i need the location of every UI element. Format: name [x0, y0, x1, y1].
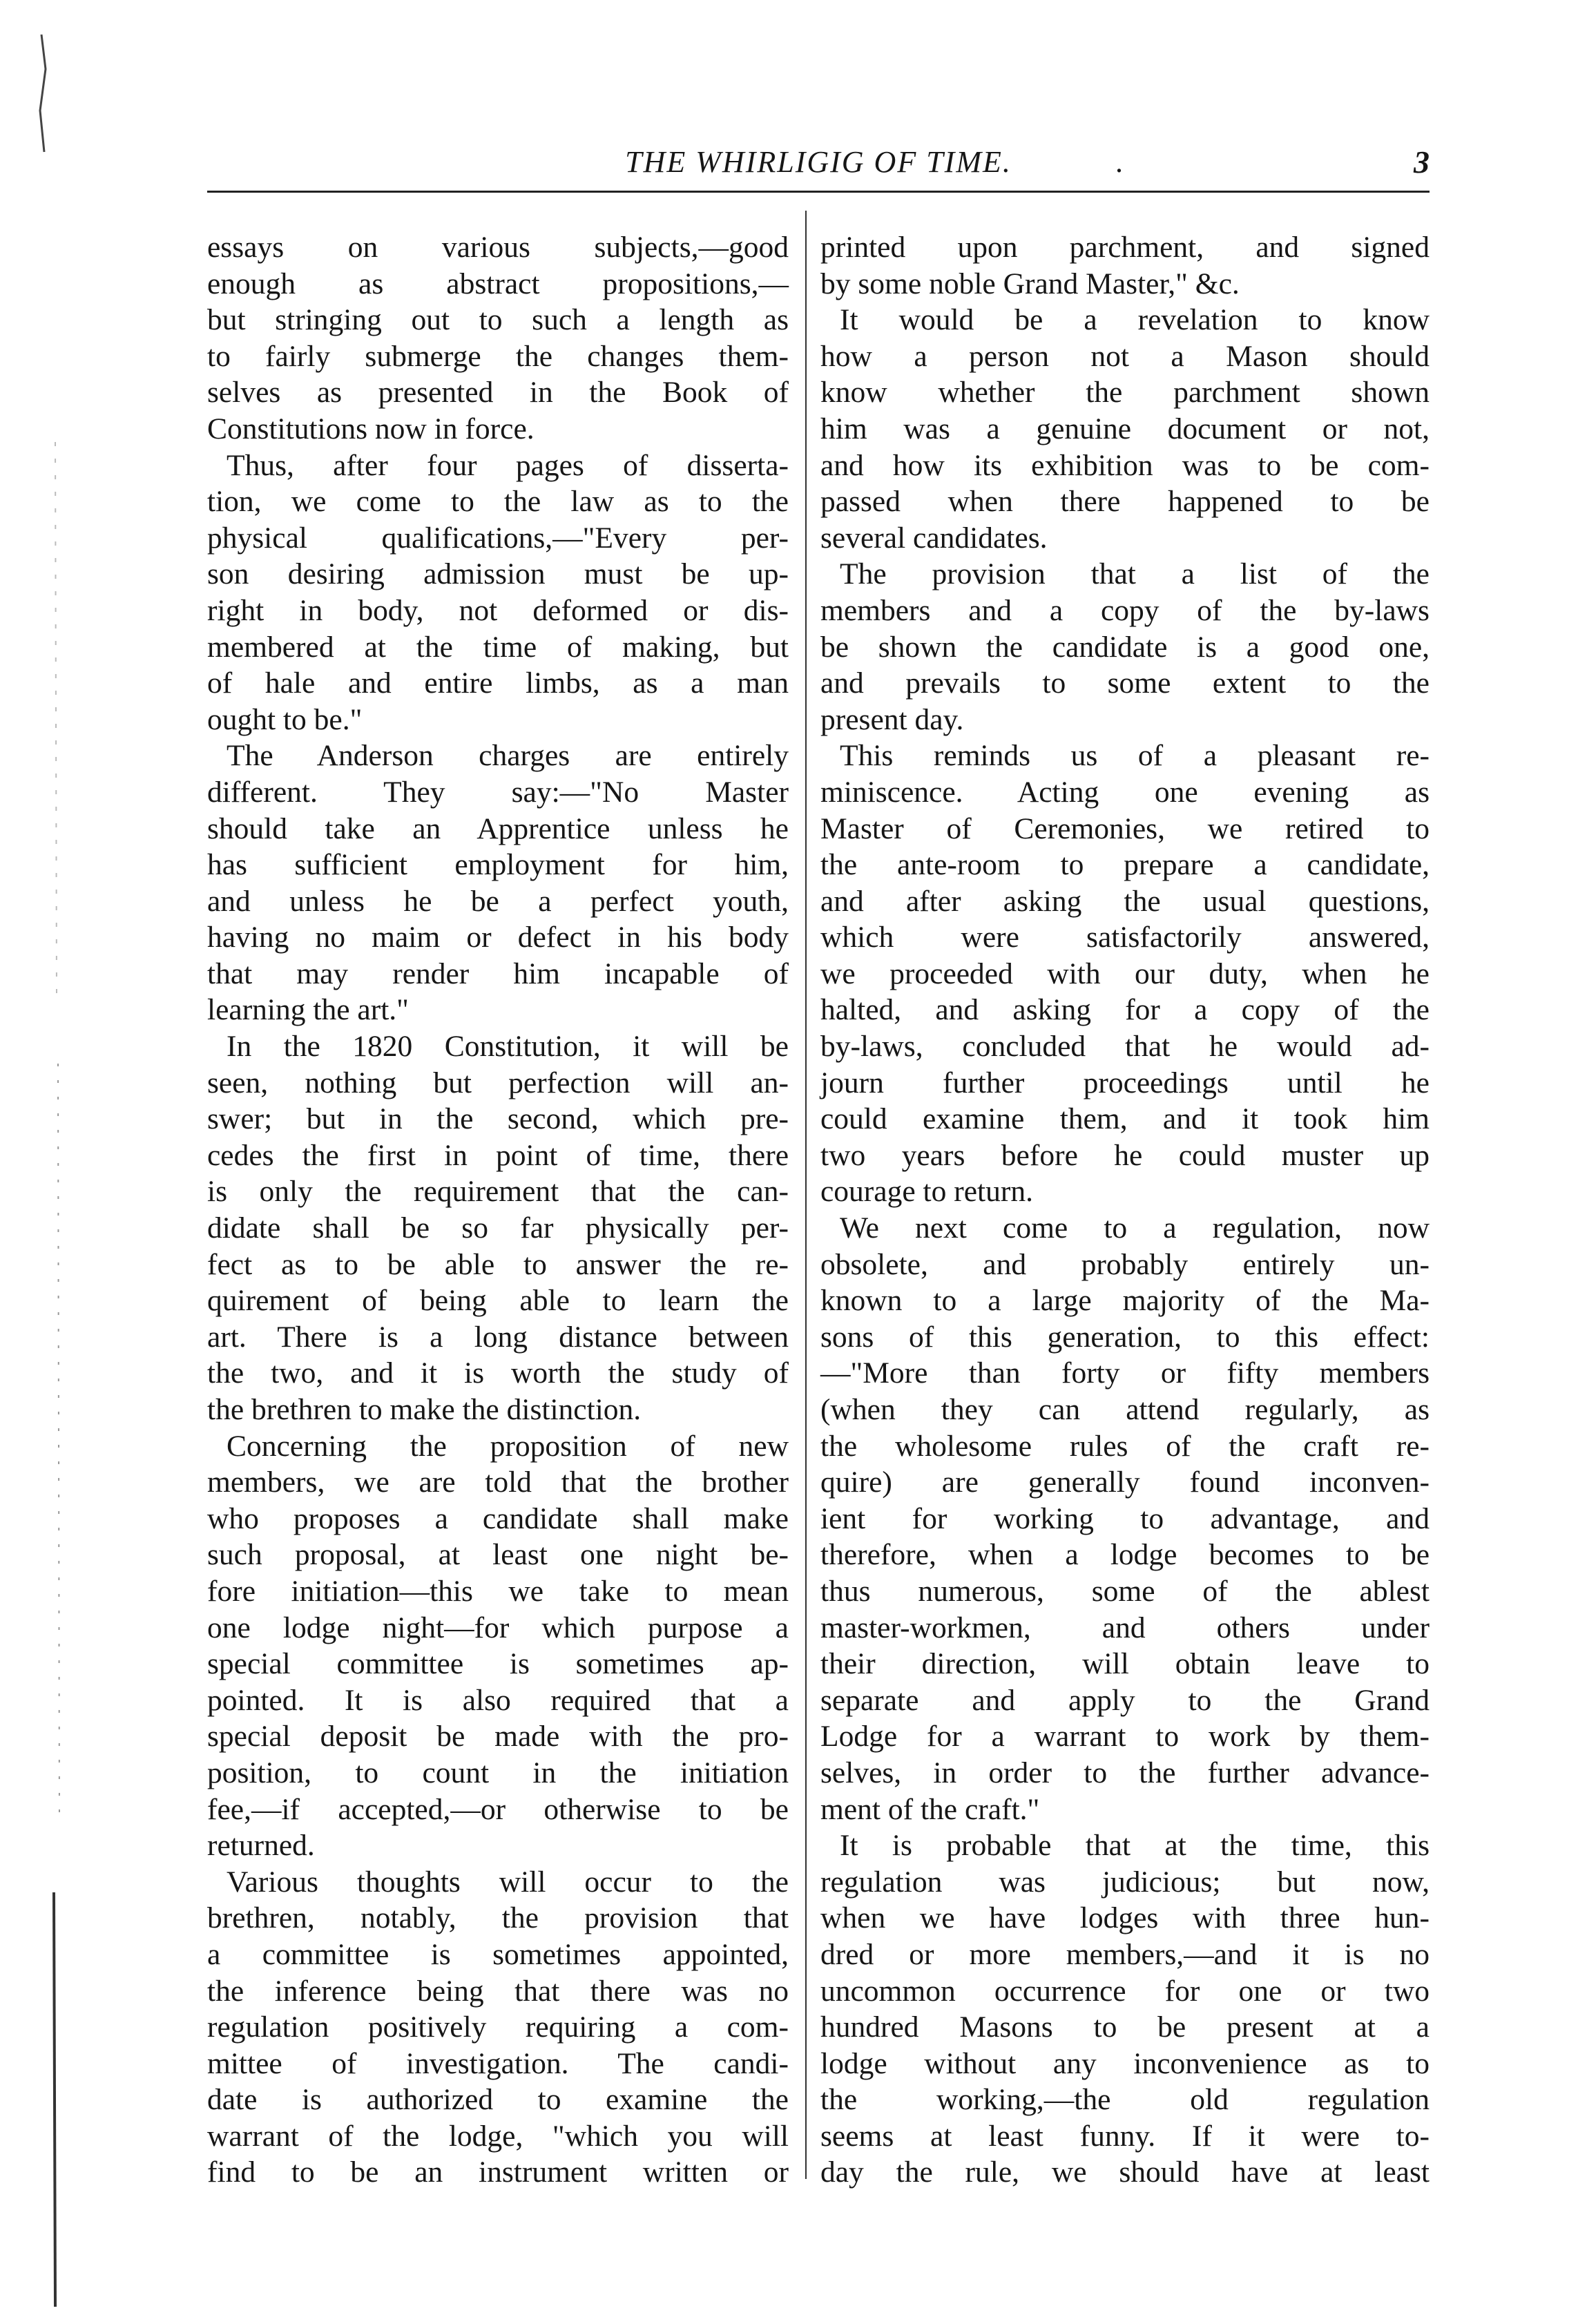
text-line: didate shall be so far physically per- — [207, 1211, 789, 1245]
text-line: Constitutions now in force. — [207, 412, 535, 445]
text-line: one lodge night—for which purpose a — [207, 1611, 789, 1644]
text-line: the ante-room to prepare a candidate, — [820, 848, 1430, 882]
text-line: passed when there happened to be — [820, 485, 1430, 519]
text-line: that may render him incapable of — [207, 957, 789, 990]
text-line: special committee is sometimes ap- — [207, 1647, 789, 1681]
text-line: master-workmen, and others under — [820, 1611, 1430, 1644]
text-line: and unless he be a perfect youth, — [207, 884, 789, 918]
text-line: members and a copy of the by-laws — [820, 593, 1430, 627]
text-line: a committee is sometimes appointed, — [207, 1937, 789, 1971]
text-line: fect as to be able to answer the re- — [207, 1247, 789, 1281]
text-line: we proceeded with our duty, when he — [820, 957, 1430, 990]
text-line: brethren, notably, the provision that — [207, 1901, 789, 1935]
text-line: selves, in order to the further advance- — [820, 1756, 1430, 1789]
text-line: dred or more members,—and it is no — [820, 1937, 1430, 1971]
text-line: returned. — [207, 1829, 315, 1863]
text-line: therefore, when a lodge becomes to be — [820, 1538, 1430, 1572]
text-line: warrant of the lodge, "which you will — [207, 2119, 789, 2153]
text-line: In the 1820 Constitution, it will be — [227, 1030, 789, 1064]
text-line: fore initiation—this we take to mean — [207, 1574, 789, 1608]
text-line: (when they can attend regularly, as — [820, 1393, 1430, 1426]
text-line: separate and apply to the Grand — [820, 1683, 1430, 1717]
text-line: right in body, not deformed or dis- — [207, 593, 789, 627]
text-line: how a person not a Mason should — [820, 339, 1430, 373]
right-column — [820, 229, 1430, 2191]
text-line: obsolete, and probably entirely un- — [820, 1247, 1430, 1281]
text-line: and prevails to some extent to the — [820, 666, 1430, 700]
text-line: and how its exhibition was to be com- — [820, 448, 1430, 482]
running-title: THE WHIRLIGIG OF TIME. — [625, 145, 1012, 179]
text-line: could examine them, and it took him — [820, 1102, 1430, 1136]
text-line: thus numerous, some of the ablest — [820, 1574, 1430, 1608]
text-line: printed upon parchment, and signed — [820, 231, 1430, 264]
text-line: selves as presented in the Book of — [207, 376, 789, 410]
text-line: the brethren to make the distinction. — [207, 1393, 642, 1426]
text-line: ient for working to advantage, and — [820, 1501, 1430, 1535]
text-line: ment of the craft." — [820, 1792, 1040, 1826]
text-line: but stringing out to such a length as — [207, 303, 789, 337]
text-line: has sufficient employment for him, — [207, 848, 789, 882]
text-line: The provision that a list of the — [840, 557, 1430, 591]
text-line: The Anderson charges are entirely — [227, 739, 789, 773]
text-line: Various thoughts will occur to the — [227, 1865, 789, 1899]
text-line: Lodge for a warrant to work by them- — [820, 1720, 1430, 1754]
text-line: miniscence. Acting one evening as — [820, 775, 1430, 809]
text-line: know whether the parchment shown — [820, 376, 1430, 410]
text-line: It would be a revelation to know — [840, 303, 1430, 337]
text-line: by some noble Grand Master," &c. — [820, 267, 1240, 300]
text-line: seen, nothing but perfection will an- — [207, 1066, 789, 1099]
page-number: 3 — [1414, 144, 1430, 180]
text-line: lodge without any inconvenience as to — [820, 2046, 1430, 2080]
text-line: two years before he could muster up — [820, 1138, 1430, 1172]
text-line: the working,—the old regulation — [820, 2083, 1430, 2117]
text-line: is only the requirement that the can- — [207, 1175, 789, 1209]
text-line: by-laws, concluded that he would ad- — [820, 1030, 1430, 1064]
scan-edge-marks — [28, 28, 69, 2307]
text-line: Master of Ceremonies, we retired to — [820, 812, 1430, 845]
text-line: essays on various subjects,—good — [207, 231, 789, 264]
text-line: when we have lodges with three hun- — [820, 1901, 1430, 1935]
text-line: members, we are told that the brother — [207, 1466, 789, 1499]
text-line: Thus, after four pages of disserta- — [227, 448, 789, 482]
text-line: ought to be." — [207, 702, 363, 736]
left-column — [207, 229, 789, 2191]
text-line: This reminds us of a pleasant re- — [840, 739, 1430, 773]
text-line: hundred Masons to be present at a — [820, 2010, 1430, 2044]
text-line: mittee of investigation. The candi- — [207, 2046, 789, 2080]
text-line: —"More than forty or fifty members — [820, 1356, 1430, 1390]
text-line: different. They say:—"No Master — [207, 775, 789, 809]
text-line: find to be an instrument written or — [207, 2155, 789, 2189]
text-line: the two, and it is worth the study of — [207, 1356, 789, 1390]
text-line: several candidates. — [820, 521, 1048, 555]
text-line: of hale and entire limbs, as a man — [207, 666, 789, 700]
text-line: should take an Apprentice unless he — [207, 812, 789, 845]
text-line: seems at least funny. If it were to- — [820, 2119, 1430, 2153]
text-line: who proposes a candidate shall make — [207, 1501, 789, 1535]
text-line: position, to count in the initiation — [207, 1756, 789, 1789]
text-line: date is authorized to examine the — [207, 2083, 789, 2117]
text-line: the inference being that there was no — [207, 1974, 789, 2008]
text-line: cedes the first in point of time, there — [207, 1138, 789, 1172]
text-line: learning the art." — [207, 993, 409, 1027]
column-divider — [805, 211, 807, 2179]
page-header — [207, 142, 1430, 190]
text-line: day the rule, we should have at least — [820, 2155, 1430, 2189]
text-line: regulation was judicious; but now, — [820, 1865, 1430, 1899]
header-dot: . — [1115, 145, 1123, 179]
text-line: fee,—if accepted,—or otherwise to be — [207, 1792, 789, 1826]
text-line: son desiring admission must be up- — [207, 557, 789, 591]
text-line: courage to return. — [820, 1175, 1033, 1209]
text-line: uncommon occurrence for one or two — [820, 1974, 1430, 2008]
text-line: present day. — [820, 702, 964, 736]
text-line: special deposit be made with the pro- — [207, 1720, 789, 1754]
text-line: such proposal, at least one night be- — [207, 1538, 789, 1572]
text-line: halted, and asking for a copy of the — [820, 993, 1430, 1027]
text-line: swer; but in the second, which pre- — [207, 1102, 789, 1136]
text-line: be shown the candidate is a good one, — [820, 630, 1430, 664]
text-line: art. There is a long distance between — [207, 1320, 789, 1354]
text-line: It is probable that at the time, this — [840, 1829, 1430, 1863]
text-line: which were satisfactorily answered, — [820, 921, 1430, 954]
text-line: regulation positively requiring a com- — [207, 2010, 789, 2044]
text-line: physical qualifications,—"Every per- — [207, 521, 789, 555]
text-line: and after asking the usual questions, — [820, 884, 1430, 918]
text-line: journ further proceedings until he — [820, 1066, 1430, 1099]
text-line: quire) are generally found inconven- — [820, 1466, 1430, 1499]
text-line: him was a genuine document or not, — [820, 412, 1430, 445]
header-rule — [207, 191, 1430, 193]
text-line: enough as abstract propositions,— — [207, 267, 789, 300]
text-line: their direction, will obtain leave to — [820, 1647, 1430, 1681]
text-line: to fairly submerge the changes them- — [207, 339, 789, 373]
text-line: known to a large majority of the Ma- — [820, 1284, 1430, 1318]
text-line: Concerning the proposition of new — [227, 1429, 789, 1463]
text-line: the wholesome rules of the craft re- — [820, 1429, 1430, 1463]
text-line: tion, we come to the law as to the — [207, 485, 789, 519]
text-line: quirement of being able to learn the — [207, 1284, 789, 1318]
text-line: sons of this generation, to this effect: — [820, 1320, 1430, 1354]
text-line: We next come to a regulation, now — [840, 1211, 1430, 1245]
text-line: membered at the time of making, but — [207, 630, 789, 664]
text-line: having no maim or defect in his body — [207, 921, 789, 954]
text-line: pointed. It is also required that a — [207, 1683, 789, 1717]
